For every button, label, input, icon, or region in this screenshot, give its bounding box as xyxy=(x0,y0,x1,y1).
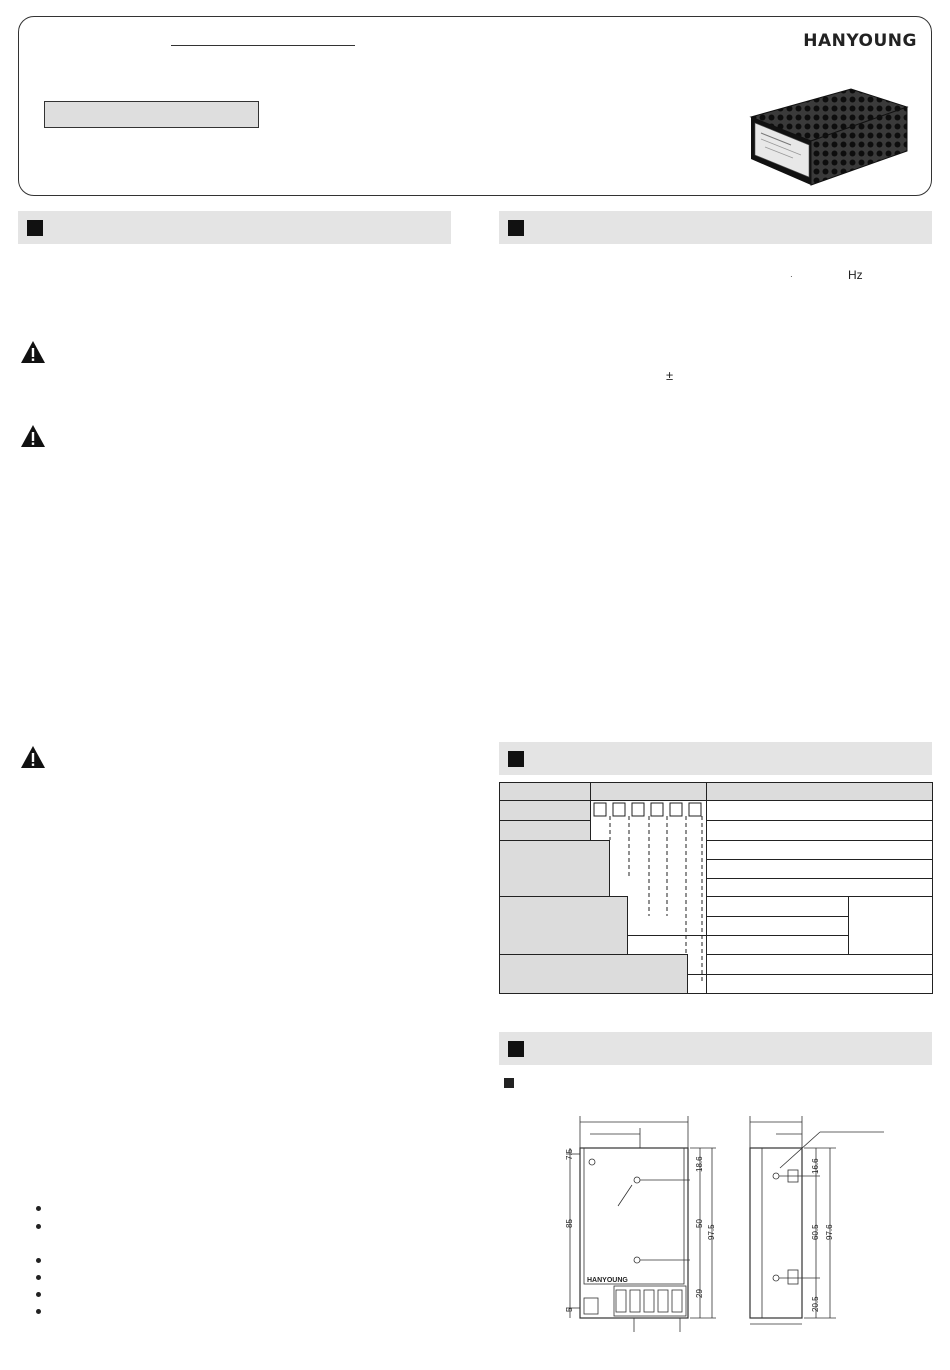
warning-triangle-icon xyxy=(20,745,46,769)
black-square-icon xyxy=(504,1078,514,1088)
ordering-code-table xyxy=(499,782,933,994)
tolerance-symbol: ± xyxy=(666,368,674,383)
drawing-logo: HANYOUNG xyxy=(587,1277,628,1284)
dim-label: 7.5 xyxy=(565,1148,574,1160)
dim-label: 29 xyxy=(695,1289,704,1298)
warning-triangle-icon xyxy=(20,340,46,364)
dim-label: 97.5 xyxy=(707,1224,716,1240)
black-square-icon xyxy=(508,220,524,236)
brand-logo: HANYOUNG xyxy=(803,31,917,51)
power-supply-photo xyxy=(731,77,921,193)
middle-dot: · xyxy=(790,272,793,281)
dim-label: 85 xyxy=(565,1219,574,1228)
dim-label: 50 xyxy=(695,1219,704,1228)
dim-label: 16.6 xyxy=(811,1158,820,1174)
dim-label: 97.6 xyxy=(825,1224,834,1240)
header-card xyxy=(18,16,932,196)
dim-label: 18.6 xyxy=(695,1156,704,1172)
model-box xyxy=(44,101,259,128)
black-square-icon xyxy=(508,751,524,767)
dim-label: 20.5 xyxy=(811,1296,820,1312)
section-bar-3 xyxy=(499,742,932,775)
section-bar-2 xyxy=(499,211,932,244)
bullet xyxy=(36,1309,41,1314)
dimension-drawing xyxy=(540,1110,900,1332)
dim-label: 5 xyxy=(565,1307,574,1312)
title-underline xyxy=(171,45,355,46)
section-bar-4 xyxy=(499,1032,932,1065)
bullet xyxy=(36,1206,41,1211)
black-square-icon xyxy=(508,1041,524,1057)
bullet xyxy=(36,1275,41,1280)
bullet xyxy=(36,1292,41,1297)
frequency-unit: Hz xyxy=(848,268,863,282)
bullet xyxy=(36,1224,41,1229)
bullet xyxy=(36,1258,41,1263)
warning-triangle-icon xyxy=(20,424,46,448)
black-square-icon xyxy=(27,220,43,236)
dim-label: 60.5 xyxy=(811,1224,820,1240)
section-bar-1 xyxy=(18,211,451,244)
